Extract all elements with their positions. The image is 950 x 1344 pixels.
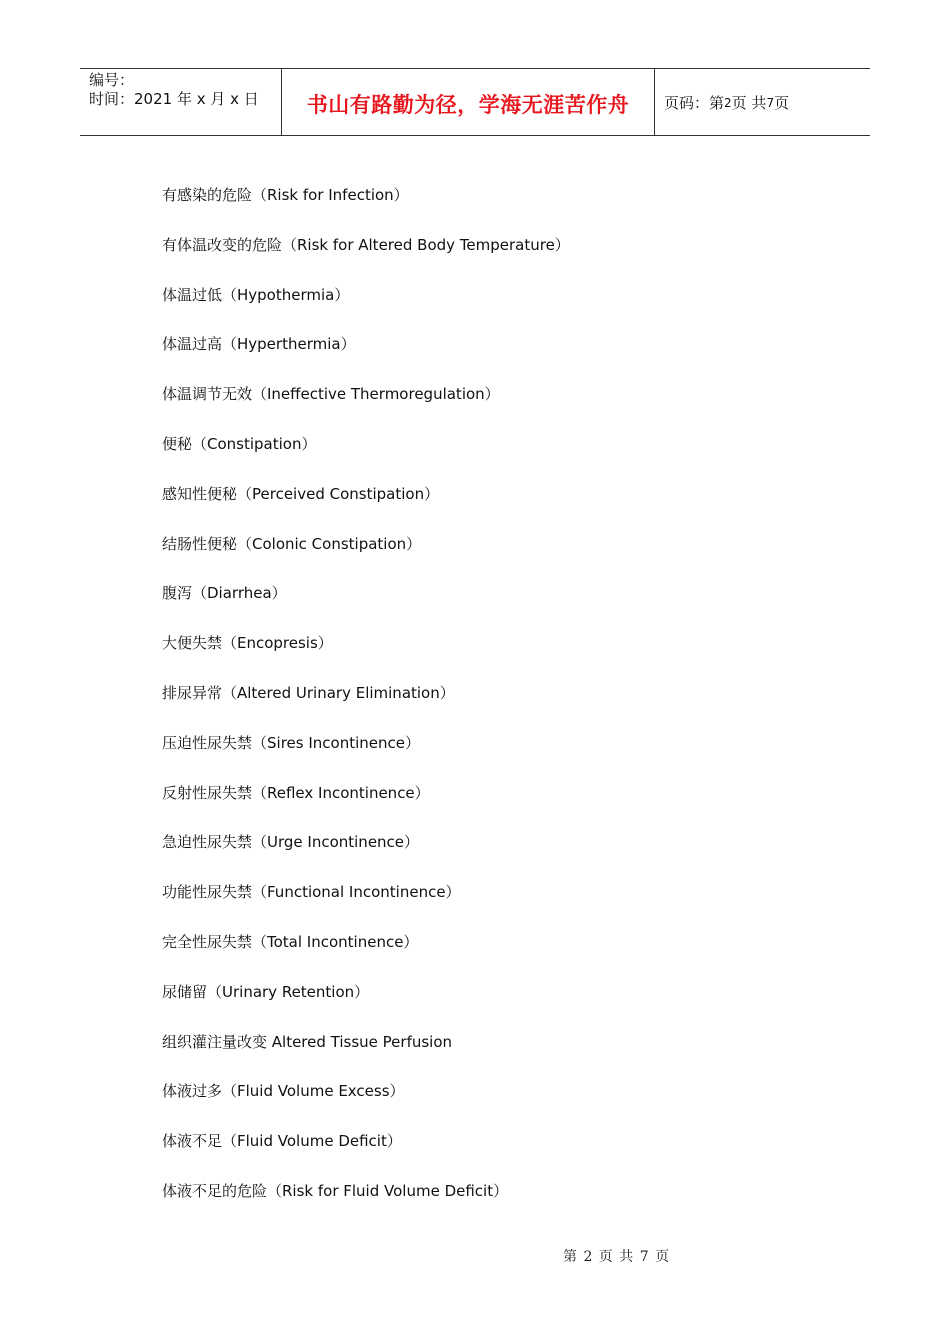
list-item: 体液不足（Fluid Volume Deficit）	[162, 1132, 402, 1151]
header-page-cell	[655, 69, 870, 135]
page-total-number: 7	[766, 95, 775, 110]
diagnosis-list	[162, 183, 570, 1229]
document-header	[80, 68, 870, 136]
list-item: 感知性便秘（Perceived Constipation）	[162, 484, 440, 503]
page-suffix: 页	[774, 94, 790, 112]
list-item: 完全性尿失禁（Total Incontinence）	[162, 932, 419, 951]
list-item: 组织灌注量改变 Altered Tissue Perfusion	[162, 1032, 453, 1051]
list-item: 有体温改变的危险（Risk for Altered Body Temperature）	[162, 235, 570, 254]
list-item: 便秘（Constipation）	[162, 434, 317, 453]
page-current-number: 2	[724, 95, 732, 110]
list-item: 反射性尿失禁（Reflex Incontinence）	[162, 783, 430, 802]
footer-page-number: 第 2 页 共 7 页	[563, 1249, 671, 1265]
document-time-label: 时间：2021 年 x 月 x 日	[89, 90, 259, 108]
page-mid: 页 共	[731, 94, 767, 112]
list-item: 功能性尿失禁（Functional Incontinence）	[162, 883, 461, 902]
list-item: 体温过高（Hyperthermia）	[162, 335, 356, 354]
list-item: 结肠性便秘（Colonic Constipation）	[162, 534, 422, 553]
page-prefix: 页码：第	[664, 94, 725, 112]
list-item: 腹泻（Diarrhea）	[162, 584, 287, 603]
header-meta-cell	[80, 69, 282, 135]
list-item: 压迫性尿失禁（Sires Incontinence）	[162, 733, 420, 752]
list-item: 有感染的危险（Risk for Infection）	[162, 186, 409, 204]
list-item: 体温调节无效（Ineffective Thermoregulation）	[162, 385, 500, 404]
list-item: 排尿异常（Altered Urinary Elimination）	[162, 683, 455, 702]
header-motto: 书山有路勤为径，学海无涯苦作舟	[306, 93, 630, 117]
document-number-label: 编号：	[89, 71, 135, 89]
list-item: 急迫性尿失禁（Urge Incontinence）	[162, 833, 420, 852]
list-item: 尿储留（Urinary Retention）	[162, 982, 370, 1001]
list-item: 体液过多（Fluid Volume Excess）	[162, 1082, 405, 1101]
list-item: 体液不足的危险（Risk for Fluid Volume Deficit）	[162, 1181, 509, 1200]
header-motto-cell	[282, 69, 655, 135]
list-item: 大便失禁（Encopresis）	[162, 634, 333, 653]
list-item: 体温过低（Hypothermia）	[162, 285, 350, 304]
